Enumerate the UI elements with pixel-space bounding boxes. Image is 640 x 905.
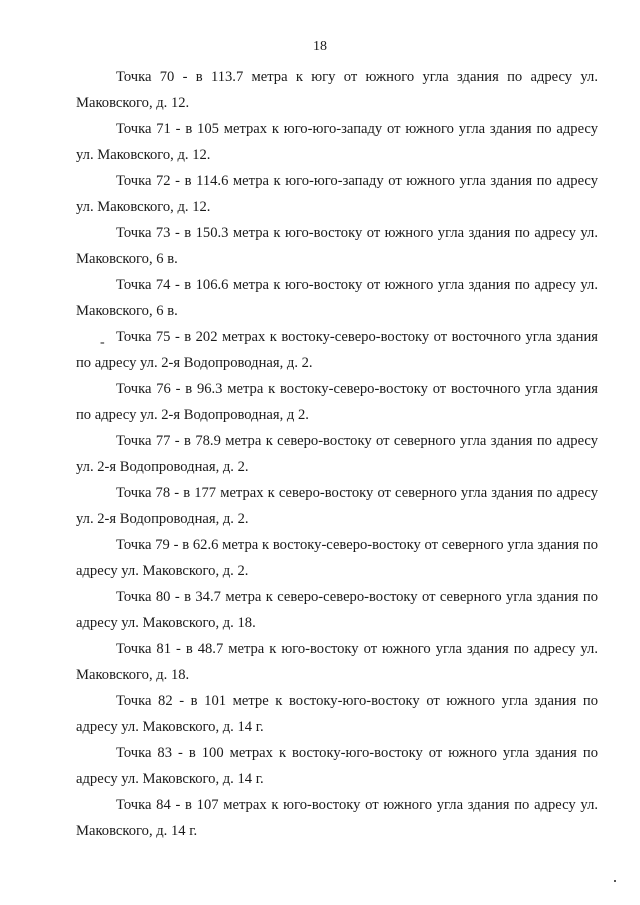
- paragraph-point-83: Точка 83 - в 100 метрах к востоку-юго-востоку от южного угла здания по адресу ул. Маковского, д. 14 г.: [76, 745, 598, 787]
- scan-mark: -: [100, 335, 105, 350]
- paragraph-point-73: Точка 73 - в 150.3 метра к юго-востоку от южного угла здания по адресу ул. Маковского, 6 в.: [76, 225, 598, 267]
- paragraph-point-72: Точка 72 - в 114.6 метра к юго-юго-западу от южного угла здания по адресу ул. Маковского, д. 12.: [76, 173, 598, 215]
- paragraph-point-79: Точка 79 - в 62.6 метра к востоку-северо-востоку от северного угла здания по адресу ул. Маковского, д. 2.: [76, 537, 598, 579]
- scan-speck: [614, 880, 616, 882]
- paragraph-point-82: Точка 82 - в 101 метре к востоку-юго-востоку от южного угла здания по адресу ул. Маковского, д. 14 г.: [76, 693, 598, 735]
- paragraph-point-81: Точка 81 - в 48.7 метра к юго-востоку от южного угла здания по адресу ул. Маковского, д. 18.: [76, 641, 598, 683]
- document-body: [76, 64, 598, 844]
- paragraph-point-74: Точка 74 - в 106.6 метра к юго-востоку от южного угла здания по адресу ул. Маковского, 6 в.: [76, 277, 598, 319]
- paragraph-point-84: Точка 84 - в 107 метрах к юго-востоку от южного угла здания по адресу ул. Маковского, д. 14 г.: [76, 797, 598, 839]
- paragraph-point-75: Точка 75 - в 202 метрах к востоку-северо-востоку от восточного угла здания по адресу ул. 2-я Водопроводная, д. 2.: [76, 329, 598, 371]
- paragraph-point-80: Точка 80 - в 34.7 метра к северо-северо-востоку от северного угла здания по адресу ул. Маковского, д. 18.: [76, 589, 598, 631]
- paragraph-point-77: Точка 77 - в 78.9 метра к северо-востоку от северного угла здания по адресу ул. 2-я Водопроводная, д. 2.: [76, 433, 598, 475]
- paragraph-point-78: Точка 78 - в 177 метрах к северо-востоку от северного угла здания по адресу ул. 2-я Водопроводная, д. 2.: [76, 485, 598, 527]
- paragraph-point-70: Точка 70 - в 113.7 метра к югу от южного угла здания по адресу ул. Маковского, д. 12.: [76, 69, 598, 111]
- paragraph-point-76: Точка 76 - в 96.3 метра к востоку-северо-востоку от восточного угла здания по адресу ул. 2-я Водопроводная, д 2.: [76, 381, 598, 423]
- page-number: 18: [313, 39, 327, 54]
- paragraph-point-71: Точка 71 - в 105 метрах к юго-юго-западу от южного угла здания по адресу ул. Маковского, д. 12.: [76, 121, 598, 163]
